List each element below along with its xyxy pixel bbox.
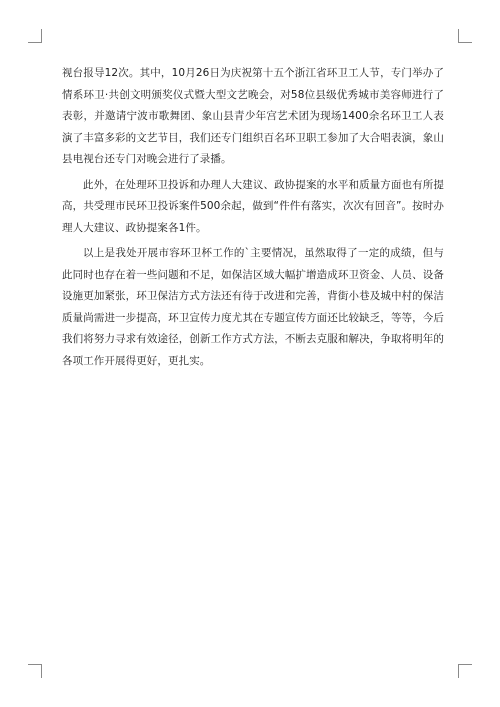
paragraph-continuation: 视台报导12次。其中，10月26日为庆祝第十五个浙江省环卫工人节，专门举办了情系环卫·共创文明颁奖仪式暨大型文艺晚会，对58位县级优秀城市美容师进行了表彰，并邀请宁波市歌舞团、象山县青少年宫艺术团为现场1400余名环卫工人表演了丰富多彩的文艺节目，我们还专门组织百名环卫职工参加了大合唱表演，象山县电视台还专门对晚会进行了录播。 [62, 67, 444, 165]
crop-mark-bottom-left [28, 664, 42, 678]
paragraph-complaints: 此外，在处理环卫投诉和办理人大建议、政协提案的水平和质量方面也有所提高，共受理市民环卫投诉案件500余起，做到“件件有落实，次次有回音”。按时办理人大建议、政协提案各1件。 [62, 178, 444, 234]
crop-mark-top-left [28, 29, 42, 43]
document-body [62, 63, 444, 372]
crop-mark-top-right [458, 29, 472, 43]
crop-mark-bottom-right [458, 664, 472, 678]
paragraph-summary: 以上是我处开展市容环卫杯工作的`主要情况，虽然取得了一定的成绩，但与此同时也存在着一些问题和不足，如保洁区域大幅扩增造成环卫资金、人员、设备设施更加紧张，环卫保洁方式方法还有待于改进和完善，背街小巷及城中村的保洁质量尚需进一步提高，环卫宣传力度尤其在专题宣传方面还比较缺乏，等等，今后我们将努力寻求有效途径，创新工作方式方法，不断去克服和解决，争取将明年的各项工作开展得更好，更扎实。 [62, 247, 444, 367]
